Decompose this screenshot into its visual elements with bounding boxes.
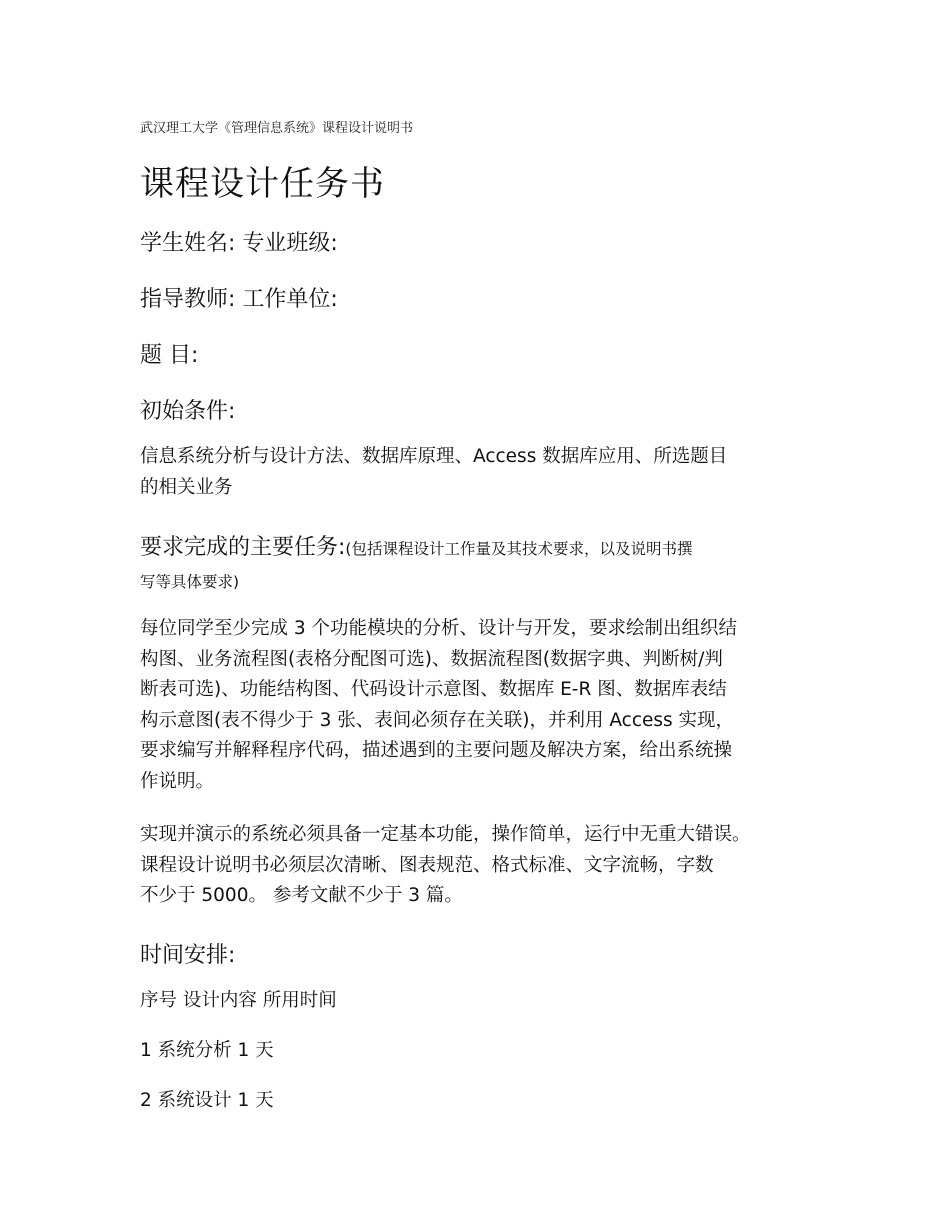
text-line: 构图、业务流程图(表格分配图可选)、数据流程图(数据字典、判断树/判 — [140, 648, 723, 670]
page-title: 课程设计任务书 — [140, 164, 385, 204]
text-line: 课程设计说明书必须层次清晰、图表规范、格式标准、文字流畅，字数 — [140, 854, 714, 876]
tasks-paragraph-1 — [140, 614, 840, 798]
text-line: 实现并演示的系统必须具备一定基本功能，操作简单，运行中无重大错误。 — [140, 824, 751, 845]
schedule-row: 1 系统分析 1 天 — [140, 1040, 274, 1061]
schedule-heading: 时间安排: — [140, 943, 236, 968]
text-line: 不少于 5000。 参考文献不少于 3 篇。 — [140, 885, 463, 907]
tasks-paragraph-2 — [140, 820, 840, 912]
teacher-unit-field: 指导教师: 工作单位: — [140, 287, 338, 312]
text-line: 要求编写并解释程序代码，描述遇到的主要问题及解决方案，给出系统操 — [140, 740, 733, 762]
schedule-header-row: 序号 设计内容 所用时间 — [140, 990, 337, 1011]
main-tasks-note-cont: 写等具体要求) — [140, 573, 240, 591]
text-line: 每位同学至少完成 3 个功能模块的分析、设计与开发，要求绘制出组织结 — [140, 618, 738, 639]
initial-conditions-text — [140, 442, 840, 503]
text-line: 信息系统分析与设计方法、数据库原理、Access 数据库应用、所选题目 — [140, 446, 728, 467]
main-tasks-label: 要求完成的主要任务: — [140, 535, 346, 560]
schedule-row: 2 系统设计 1 天 — [140, 1090, 274, 1111]
main-tasks-heading — [140, 530, 692, 561]
text-line: 构示意图(表不得少于 3 张、表间必须存在关联)，并利用 Access 实现， — [140, 709, 735, 731]
student-class-field: 学生姓名: 专业班级: — [140, 231, 338, 256]
running-header: 武汉理工大学《管理信息系统》课程设计说明书 — [140, 121, 414, 136]
text-line: 作说明。 — [140, 770, 215, 792]
topic-field: 题 目: — [140, 343, 199, 368]
text-line: 断表可选)、功能结构图、代码设计示意图、数据库 E-R 图、数据库表结 — [140, 679, 727, 701]
initial-conditions-heading: 初始条件: — [140, 399, 236, 424]
text-line: 的相关业务 — [140, 476, 233, 498]
main-tasks-note: (包括课程设计工作量及其技术要求，以及说明书撰 — [345, 540, 693, 558]
